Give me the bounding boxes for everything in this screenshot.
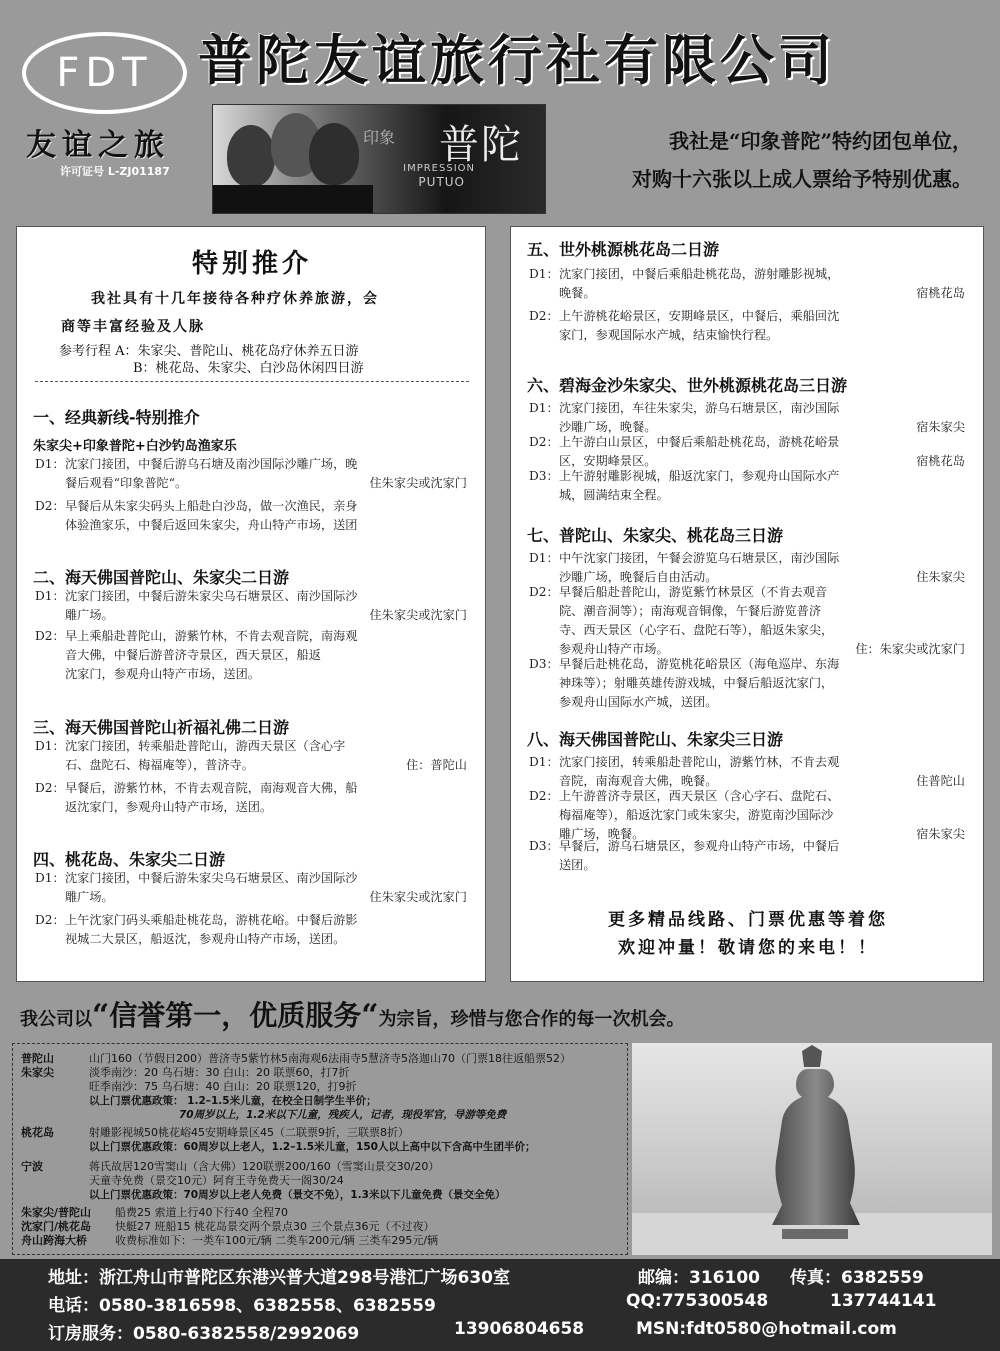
route-title: 五、世外桃源桃花岛二日游 <box>527 240 720 259</box>
route-subtitle: 朱家尖+印象普陀+白沙钓岛渔家乐 <box>33 439 237 454</box>
day-description: 上午沈家门码头乘船赴桃花岛，游桃花峪。中餐后游影 视城二大景区，船返沈，参观舟山特产市场，送团。 <box>65 913 358 946</box>
qq-contact[interactable]: QQ:775300548 <box>626 1291 769 1311</box>
company-name: 普陀友谊旅行社有限公司 <box>198 28 836 92</box>
day-label: D1： <box>35 871 65 885</box>
company-logo <box>22 32 187 114</box>
banner-mark: 印象 <box>363 128 396 147</box>
price-line: 收费标准如下：一类车100元/辆 二类车200元/辆 三类车295元/辆 <box>115 1234 439 1247</box>
price-line: 蒋氏故居120雪窦山（含大佛）120联票200/160（雪窦山景交30/20） <box>89 1160 440 1173</box>
msn-contact[interactable]: MSN:fdt0580@hotmail.com <box>636 1319 897 1339</box>
more-routes-text: 更多精品线路、门票优惠等着您 <box>608 910 888 930</box>
tagline: 友谊之旅 <box>26 128 170 163</box>
day-description: 上午游普济寺景区，西天景区（含心字石、盘陀石、 梅福庵等），船返沈家门或朱家尖，游览南沙国际沙 雕广场，晚餐。 <box>559 789 840 841</box>
fax: 传真：6382559 <box>790 1268 924 1288</box>
left-panel <box>16 226 486 982</box>
right-panel <box>510 226 984 982</box>
price-line: 旺季南沙：75 乌石塘：40 白山：20 联票120，打9折 <box>89 1080 357 1093</box>
day-label: D2： <box>529 435 559 449</box>
day-description: 中午沈家门接团，午餐会游览乌石塘景区，南沙国际 沙雕广场，晚餐后自由活动。 <box>559 551 840 584</box>
price-label: 沈家门/桃花岛 <box>21 1220 92 1233</box>
day-label: D2： <box>35 499 65 513</box>
intro-text: 我社具有十几年接待各种疗休养旅游，会 <box>91 291 379 307</box>
section-title: 特别推介 <box>191 249 312 279</box>
price-line: 船费25 索道上行40下行40 全程70 <box>115 1206 288 1219</box>
guanyin-statue-photo <box>632 1043 992 1255</box>
accommodation-note: 住朱家尖或沈家门 <box>369 608 467 622</box>
day-label: D2： <box>529 309 559 323</box>
price-label: 朱家尖/普陀山 <box>21 1206 92 1219</box>
intro-text: 商等丰富经验及人脉 <box>61 319 205 335</box>
reference-itinerary: B：桃花岛、朱家尖、白沙岛休闲四日游 <box>133 361 364 376</box>
day-label: D1： <box>529 401 559 415</box>
route-title: 七、普陀山、朱家尖、桃花岛三日游 <box>527 526 784 545</box>
logo-text: FDT <box>56 50 153 96</box>
person-photo <box>227 125 275 187</box>
price-label: 宁波 <box>21 1160 43 1173</box>
day-label: D1： <box>529 551 559 565</box>
day-label: D1： <box>35 457 65 471</box>
booking-service: 订房服务：0580-6382558/2992069 <box>48 1324 360 1344</box>
accommodation-note: 住普陀山 <box>916 774 965 788</box>
day-label: D2： <box>35 781 65 795</box>
day-description: 上午游桃花峪景区，安期峰景区，中餐后，乘船回沈 家门，参观国际水产城，结束愉快行程。 <box>559 309 840 342</box>
price-line: 快艇27 班船15 桃花岛景交两个景点30 三个景点36元（不过夜） <box>115 1220 435 1233</box>
day-description: 沈家门接团，中餐后游朱家尖乌石塘景区、南沙国际沙 雕广场。 <box>65 589 358 622</box>
day-label: D3： <box>529 657 559 671</box>
price-line: 天童寺免费（景交10元）阿育王寺免费天一阁30/24 <box>89 1174 344 1187</box>
day-label: D2： <box>529 585 559 599</box>
accommodation-note: 住朱家尖 <box>916 570 965 584</box>
day-label: D1： <box>35 589 65 603</box>
route-title: 一、经典新线-特别推介 <box>33 408 200 427</box>
ticket-price-list <box>12 1043 628 1255</box>
route-title: 三、海天佛国普陀山祈福礼佛二日游 <box>33 718 290 737</box>
banner-subtitle: IMPRESSION <box>403 163 475 174</box>
day-description: 沈家门接团，中餐后游朱家尖乌石塘景区、南沙国际沙 雕广场。 <box>65 871 358 904</box>
day-description: 早餐后从朱家尖码头上船赴白沙岛，做一次渔民，亲身 体验渔家乐，中餐后返回朱家尖，舟山特产市场，送团 <box>65 499 358 532</box>
day-label: D3： <box>529 839 559 853</box>
day-description: 早餐后赴桃花岛，游览桃花峪景区（海龟巡岸、东海 神珠等）；射雕英雄传游戏城，中餐后船返沈家门， 参观舟山国际水产城，送团。 <box>559 657 840 709</box>
route-title: 八、海天佛国普陀山、朱家尖三日游 <box>527 730 784 749</box>
company-slogan: 我公司以“信誉第一，优质服务“为宗旨，珍惜与您合作的每一次机会。 <box>20 998 685 1033</box>
route-title: 六、碧海金沙朱家尖、世外桃源桃花岛三日游 <box>527 376 848 395</box>
phone: 电话：0580-3816598、6382558、6382559 <box>48 1296 436 1316</box>
accommodation-note: 住：朱家尖或沈家门 <box>855 642 965 656</box>
postcode: 邮编：316100 <box>638 1268 760 1288</box>
accommodation-note: 住朱家尖或沈家门 <box>369 890 467 904</box>
day-description: 早上乘船赴普陀山，游紫竹林，不肯去观音院，南海观 音大佛，中餐后游普济寺景区，西天景区，船返 沈家门，参观舟山特产市场，送团。 <box>65 629 358 681</box>
discount-policy: 以上门票优惠政策：70周岁以上老人免费（景交不免），1.3米以下儿童免费（景交全免） <box>89 1189 506 1201</box>
accommodation-note: 住：普陀山 <box>406 758 467 772</box>
reference-itinerary: 参考行程 A：朱家尖、普陀山、桃花岛疗休养五日游 <box>59 344 359 359</box>
day-label: D2： <box>529 789 559 803</box>
address: 地址：浙江舟山市普陀区东港兴普大道298号港汇广场630室 <box>48 1268 510 1288</box>
more-routes-text: 欢迎冲量！敬请您的来电！！ <box>618 938 878 958</box>
price-line: 淡季南沙：20 乌石塘：30 白山：20 联票60，打7折 <box>89 1066 350 1079</box>
day-label: D2： <box>35 913 65 927</box>
mobile-number[interactable]: 13906804658 <box>454 1319 585 1339</box>
person-photo <box>309 123 359 185</box>
accommodation-note: 宿朱家尖 <box>916 827 965 841</box>
day-description: 沈家门接团，转乘船赴普陀山，游西天景区（含心字 石、盘陀石、梅福庵等），普济寺。 <box>65 739 346 772</box>
day-description: 沈家门接团，车往朱家尖，游乌石塘景区，南沙国际 沙雕广场，晚餐。 <box>559 401 840 434</box>
day-description: 上午游射雕影视城，船返沈家门，参观舟山国际水产 城，圆满结束全程。 <box>559 469 840 502</box>
banner-title: 普陀 <box>439 122 523 168</box>
discount-policy: 以上门票优惠政策： 1.2–1.5米儿童，在校全日制学生半价； <box>89 1095 377 1107</box>
accommodation-note: 宿桃花岛 <box>916 286 965 300</box>
day-label: D1： <box>35 739 65 753</box>
mobile-number[interactable]: 137744141 <box>830 1291 937 1311</box>
price-label: 舟山跨海大桥 <box>21 1234 87 1247</box>
accommodation-note: 住朱家尖或沈家门 <box>369 476 467 490</box>
day-description: 沈家门接团，转乘船赴普陀山，游紫竹林，不肯去观 音院，南海观音大佛，晚餐。 <box>559 755 840 788</box>
price-line: 射雕影视城50桃花峪45安期峰景区45（二联票9折，三联票8折） <box>89 1126 409 1139</box>
permit-number: 许可证号 L-ZJ01187 <box>60 165 170 178</box>
price-label: 普陀山 <box>21 1052 54 1065</box>
contact-footer <box>0 1259 1000 1351</box>
day-description: 沈家门接团，中餐后乘船赴桃花岛，游射雕影视城， 晚餐。 <box>559 267 840 300</box>
impression-putuo-banner <box>212 104 546 214</box>
day-description: 早餐后，游乌石塘景区，参观舟山特产市场，中餐后 送团。 <box>559 839 840 872</box>
day-label: D3： <box>529 469 559 483</box>
divider <box>35 381 469 382</box>
statue-icon <box>632 1043 992 1255</box>
discount-policy: 70周岁以上，1.2米以下儿童，残疾人，记者，现役军官，导游等免费 <box>179 1109 507 1121</box>
route-title: 二、海天佛国普陀山、朱家尖二日游 <box>33 568 290 587</box>
price-label: 朱家尖 <box>21 1066 54 1079</box>
route-title: 四、桃花岛、朱家尖二日游 <box>33 850 226 869</box>
day-description: 早餐后船赴普陀山，游览紫竹林景区（不肯去观音 院、潮音洞等）；南海观音铜像，午餐后游览普济 寺、西天景区（心字石、盘陀石等），船返朱家尖， 参观舟山特产市场。 <box>559 585 834 656</box>
day-label: D2： <box>35 629 65 643</box>
day-label: D1： <box>529 755 559 769</box>
accommodation-note: 宿桃花岛 <box>916 454 965 468</box>
price-label: 桃花岛 <box>21 1126 54 1139</box>
price-line: 山门160（节假日200）普济寺5紫竹林5南海观6法雨寺5慧济寺5洛迦山70（门票18往返船票52） <box>89 1052 571 1065</box>
day-description: 上午游白山景区，中餐后乘船赴桃花岛，游桃花峪景 区，安期峰景区。 <box>559 435 840 468</box>
discount-policy: 以上门票优惠政策：60周岁以上老人，1.2–1.5米儿童，150人以上高中以下含高中生团半价； <box>89 1141 536 1153</box>
day-label: D1： <box>529 267 559 281</box>
day-description: 沈家门接团，中餐后游乌石塘及南沙国际沙雕广场，晚 餐后观看“印象普陀“。 <box>65 457 358 490</box>
accommodation-note: 宿朱家尖 <box>916 420 965 434</box>
day-description: 早餐后，游紫竹林，不肯去观音院，南海观音大佛，船 返沈家门，参观舟山特产市场，送团。 <box>65 781 358 814</box>
banner-subtitle: PUTUO <box>418 175 465 189</box>
special-notice: 我社是“印象普陀”特约团包单位， 对购十六张以上成人票给予特别优惠。 <box>632 129 972 191</box>
